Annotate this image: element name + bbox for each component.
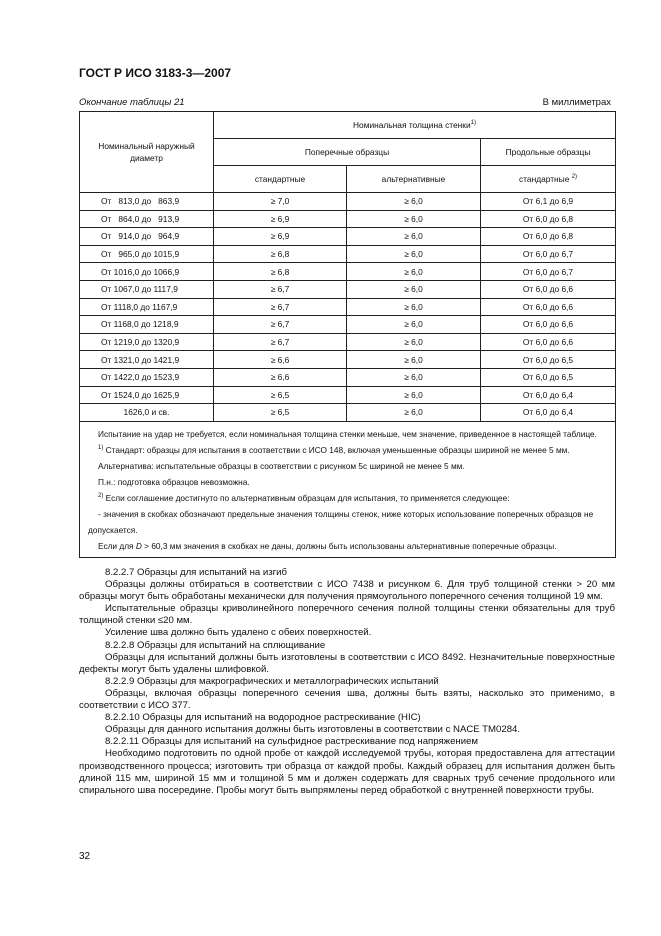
table-row [80, 316, 616, 334]
table-cell: 1626,0 и св. [80, 404, 214, 422]
body-paragraph: 8.2.2.11 Образцы для испытаний на сульфидное растрескивание под напряжением [105, 736, 479, 748]
units-note: В миллиметрах [542, 97, 611, 108]
table-cell: ≥ 6,0 [347, 298, 481, 316]
table-cell: ≥ 6,0 [347, 333, 481, 351]
table-cell: От 813,0 до 863,9 [80, 193, 214, 211]
table-row [80, 245, 616, 263]
table-cell: ≥ 6,0 [347, 351, 481, 369]
table-row [80, 193, 616, 211]
body-text [79, 567, 615, 797]
body-paragraph: Испытательные образцы криволинейного поперечного сечения полной толщины стенки обязательны для труб толщиной стенки ≤20 мм. [79, 603, 615, 627]
note-4: П.н.: подготовка образцов невозможна. [98, 476, 250, 487]
header-thickness: Номинальная толщина стенки$^{1)}$ [214, 112, 616, 139]
header-longitudinal: Продольные образцы [481, 139, 616, 166]
table-cell: ≥ 7,0 [214, 193, 347, 211]
table-cell: ≥ 6,5 [214, 386, 347, 404]
table-cell: ≥ 6,9 [214, 228, 347, 246]
table-cell: От 965,0 до 1015,9 [80, 245, 214, 263]
table-cell: От 6,0 до 6,6 [481, 316, 616, 334]
table-cell: ≥ 6,7 [214, 280, 347, 298]
table-cell: ≥ 6,7 [214, 333, 347, 351]
table-cell: От 6,0 до 6,7 [481, 263, 616, 281]
body-paragraph: 8.2.2.8 Образцы для испытаний на сплющивание [105, 639, 326, 651]
table-cell: От 1422,0 до 1523,9 [80, 368, 214, 386]
note-1: Испытание на удар не требуется, если номинальная толщина стенки меньше, чем значение, приведенное в настоящей таблице. [98, 428, 597, 439]
table-cell: От 6,0 до 6,7 [481, 245, 616, 263]
table-cell: От 1168,0 до 1218,9 [80, 316, 214, 334]
body-paragraph: Образцы для данного испытания должны быть изготовлены в соответствии с NACE TM0284. [105, 724, 521, 736]
body-paragraph: Образцы для испытаний должны быть изготовлены в соответствии с ИСО 8492. Незначительные поверхностные дефекты могут быть удалены шлифовкой. [79, 651, 615, 675]
table-caption: Окончание таблицы 21 [79, 97, 185, 108]
table-row [80, 404, 616, 422]
data-table [79, 111, 616, 558]
note-7: Если для D > 60,3 мм значения в скобках не даны, должны быть использованы альтернативные поперечные образцы. [98, 540, 557, 551]
table-row [80, 386, 616, 404]
header-transverse: Поперечные образцы [214, 139, 481, 166]
note-2: $^{1)}$ Стандарт: образцы для испытания в соответствии с ИСО 148, включая уменьшенные образцы шириной не менее 5 мм. [98, 444, 570, 455]
header-standard: стандартные [214, 166, 347, 193]
table-cell: От 6,0 до 6,6 [481, 333, 616, 351]
body-paragraph: 8.2.2.9 Образцы для макрографических и металлографических испытаний [105, 675, 439, 687]
table-cell: От 6,1 до 6,9 [481, 193, 616, 211]
table-cell: ≥ 6,0 [347, 228, 481, 246]
document-header: ГОСТ Р ИСО 3183-3—2007 [79, 66, 232, 80]
body-paragraph: Образцы должны отбираться в соответствии с ИСО 7438 и рисунком 6. Для труб толщиной стенки > 20 мм образцы могут быть обработаны механически для получения прямоугольного поперечного сечения толщиной 19 мм. [79, 579, 615, 603]
table-cell: От 1016,0 до 1066,9 [80, 263, 214, 281]
page-number: 32 [79, 851, 91, 862]
body-paragraph: 8.2.2.10 Образцы для испытаний на водородное растрескивание (HIC) [105, 712, 421, 724]
table-cell: От 6,0 до 6,4 [481, 386, 616, 404]
header-alternative: альтернативные [347, 166, 481, 193]
note-6: - значения в скобках обозначают предельные значения толщины стенок, ниже которых использование поперечных образцов не допускается. [88, 508, 594, 535]
table-cell: ≥ 6,0 [347, 404, 481, 422]
note-5: $^{2)}$ Если соглашение достигнуто по альтернативным образцам для испытания, то применяется следующее: [98, 492, 510, 503]
body-paragraph: Усиление шва должно быть удалено с обеих поверхностей. [105, 627, 372, 639]
table-row [80, 368, 616, 386]
table-row [80, 333, 616, 351]
table-cell: От 914,0 до 964,9 [80, 228, 214, 246]
table-cell: ≥ 6,6 [214, 368, 347, 386]
table-cell: От 6,0 до 6,5 [481, 368, 616, 386]
table-cell: ≥ 6,0 [347, 245, 481, 263]
header-standard-long: стандартные $^{2)}$ [481, 166, 616, 193]
table-row [80, 263, 616, 281]
table-row [80, 280, 616, 298]
table-cell: ≥ 6,0 [347, 280, 481, 298]
table-cell: ≥ 6,7 [214, 316, 347, 334]
table-cell: ≥ 6,8 [214, 263, 347, 281]
table-notes [80, 421, 616, 557]
table-cell: От 6,0 до 6,6 [481, 280, 616, 298]
table-cell: ≥ 6,0 [347, 263, 481, 281]
header-diameter: Номинальный наружный диаметр [80, 112, 214, 193]
table-cell: От 864,0 до 913,9 [80, 210, 214, 228]
table-cell: ≥ 6,5 [214, 404, 347, 422]
table-cell: От 6,0 до 6,4 [481, 404, 616, 422]
table-row [80, 351, 616, 369]
table-cell: ≥ 6,0 [347, 386, 481, 404]
table-cell: От 6,0 до 6,6 [481, 298, 616, 316]
table-cell: От 1219,0 до 1320,9 [80, 333, 214, 351]
body-paragraph: 8.2.2.7 Образцы для испытаний на изгиб [105, 567, 287, 578]
table-cell: От 6,0 до 6,8 [481, 228, 616, 246]
table-row [80, 298, 616, 316]
table-cell: От 6,0 до 6,5 [481, 351, 616, 369]
table-row [80, 210, 616, 228]
table-cell: ≥ 6,6 [214, 351, 347, 369]
table-cell: От 1118,0 до 1167,9 [80, 298, 214, 316]
table-cell: ≥ 6,9 [214, 210, 347, 228]
body-paragraph: Необходимо подготовить по одной пробе от каждой исследуемой трубы, которая предоставлена для аттестации производственного процесса; изготовить три образца от каждой пробы. Каждый образец для испытания должен быть длиной 115 мм, шириной 15 мм и толщиной 5 мм и должен содержать для сварных труб сечение продольного или спирального шва посередине. Пробы могут быть выпрямлены перед обработкой с внутренней поверхности трубы. [79, 748, 615, 796]
table-cell: ≥ 6,0 [347, 193, 481, 211]
table-cell: От 1524,0 до 1625,9 [80, 386, 214, 404]
table-cell: ≥ 6,7 [214, 298, 347, 316]
notes-row [80, 421, 616, 557]
table-cell: От 1067,0 до 1117,9 [80, 280, 214, 298]
table-cell: ≥ 6,8 [214, 245, 347, 263]
table-cell: ≥ 6,0 [347, 368, 481, 386]
table-cell: ≥ 6,0 [347, 210, 481, 228]
body-paragraph: Образцы, включая образцы поперечного сечения шва, должны быть взяты, насколько это применимо, в соответствии с ИСО 377. [79, 687, 615, 712]
table-cell: От 1321,0 до 1421,9 [80, 351, 214, 369]
table-cell: От 6,0 до 6,8 [481, 210, 616, 228]
table-row [80, 228, 616, 246]
table-cell: ≥ 6,0 [347, 316, 481, 334]
note-3: Альтернатива: испытательные образцы в соответствии с рисунком 5с шириной не менее 5 мм. [98, 460, 465, 471]
